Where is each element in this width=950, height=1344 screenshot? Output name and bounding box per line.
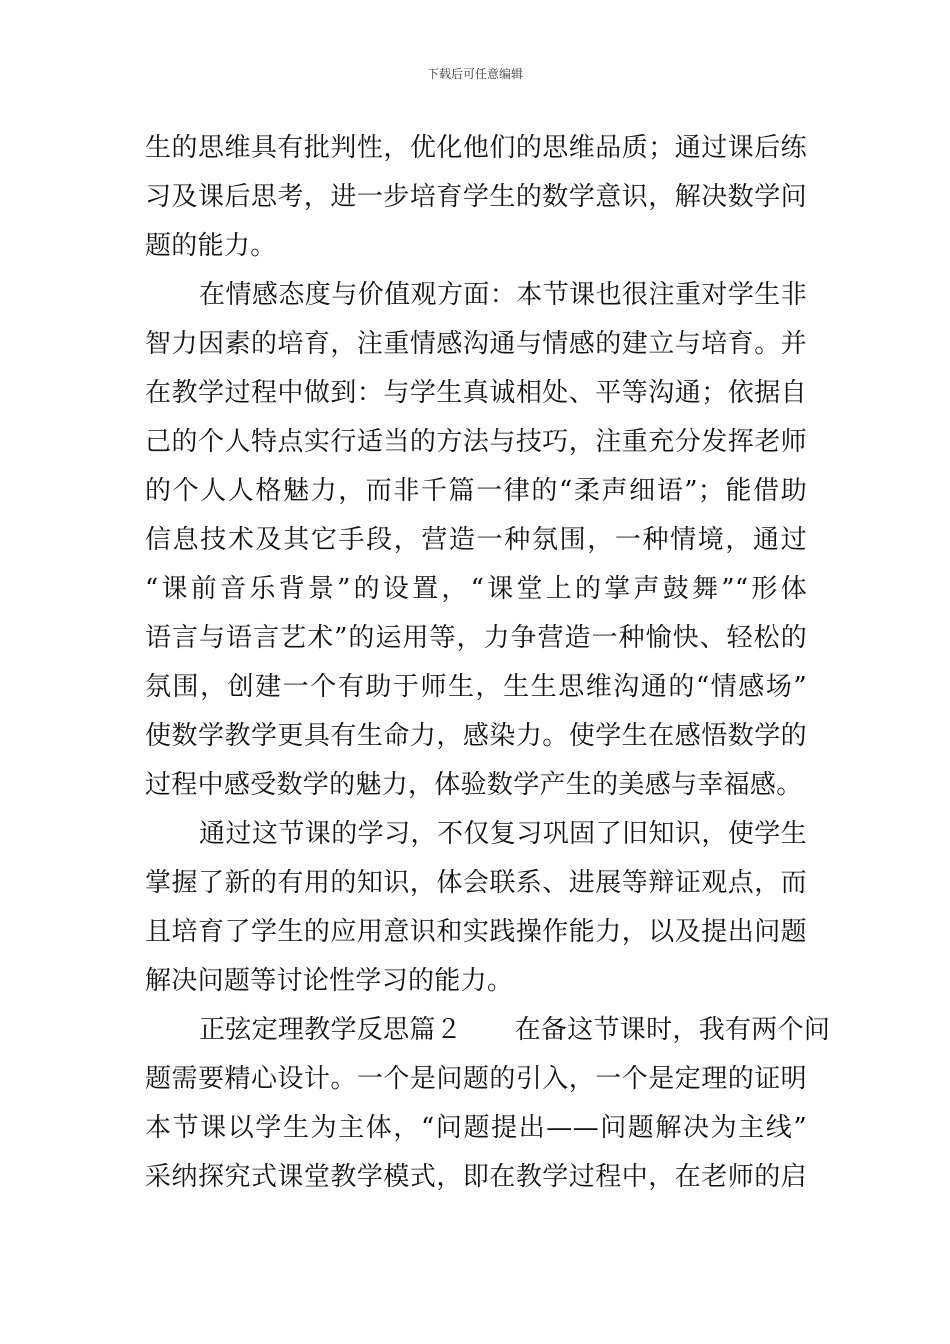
- text-line: 信息技术及其它手段，营造一种氛围，一种情境，通过: [145, 525, 807, 555]
- text-line: 本节课以学生为主体，“问题提出——问题解决为主线”: [145, 1113, 807, 1143]
- text-line: 的个人人格魅力，而非千篇一律的“柔声细语”；能借助: [145, 476, 807, 506]
- text-line: 使数学教学更具有生命力，感染力。使学生在感悟数学的: [145, 721, 807, 751]
- paragraph-first-line: 在情感态度与价值观方面：本节课也很注重对学生非: [199, 280, 807, 310]
- text-line: 题的能力。: [145, 231, 277, 261]
- page-header: 下载后可任意编辑: [426, 67, 523, 81]
- text-line: 采纳探究式课堂教学模式，即在教学过程中，在老师的启: [145, 1162, 807, 1192]
- text-line: “课前音乐背景”的设置，“课堂上的掌声鼓舞”“形体: [145, 574, 807, 604]
- text-line: 智力因素的培育，注重情感沟通与情感的建立与培育。并: [145, 329, 807, 359]
- document-body: [145, 124, 831, 1202]
- text-line: 生的思维具有批判性，优化他们的思维品质；通过课后练: [145, 133, 807, 163]
- text-line: 己的个人特点实行适当的方法与技巧，注重充分发挥老师: [145, 427, 807, 457]
- text-line: 在教学过程中做到：与学生真诚相处、平等沟通；依据自: [145, 378, 807, 408]
- text-line: 语言与语言艺术”的运用等，力争营造一种愉快、轻松的: [145, 623, 807, 653]
- text-line: 过程中感受数学的魅力，体验数学产生的美感与幸福感。: [145, 770, 803, 800]
- paragraph-first-line: 正弦定理教学反思篇２ 在备这节课时，我有两个问: [199, 1015, 831, 1045]
- text-line: 习及课后思考，进一步培育学生的数学意识，解决数学问: [145, 182, 807, 212]
- text-line: 解决问题等讨论性学习的能力。: [145, 966, 514, 996]
- text-line: 氛围，创建一个有助于师生，生生思维沟通的“情感场”: [145, 672, 807, 702]
- paragraph-first-line: 通过这节课的学习，不仅复习巩固了旧知识，使学生: [199, 819, 807, 849]
- text-line: 题需要精心设计。一个是问题的引入，一个是定理的证明: [145, 1064, 807, 1094]
- text-line: 且培育了学生的应用意识和实践操作能力，以及提出问题: [145, 917, 807, 947]
- text-line: 掌握了新的有用的知识，体会联系、进展等辩证观点，而: [145, 868, 807, 898]
